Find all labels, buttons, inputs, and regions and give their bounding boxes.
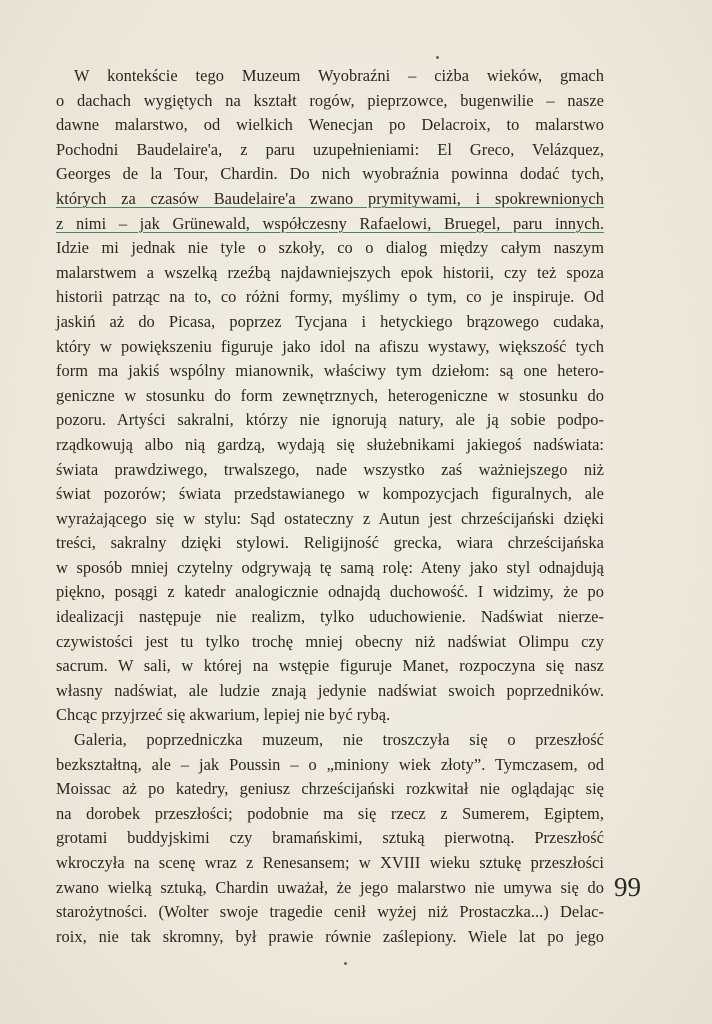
text-line: starożytności. (Wolter swoje tragedie cenił wyżej niż Prostaczka...) Delac- [56,902,604,922]
text-line: sacrum. W sali, w której na wstępie figuruje Manet, rozpoczyna się nasz [56,656,604,676]
text-line: bezkształtną, ale – jak Poussin – o „miniony wiek złoty”. Tymczasem, od [56,754,604,774]
text-line: Moissac aż po katedry, geniusz chrześcijański rozkwitał nie oglądając się [56,779,604,799]
text-line: Chcąc przyjrzeć się akwarium, lepiej nie być rybą. [56,705,391,725]
page-number: 99 [614,872,641,902]
text-line: Idzie mi jednak nie tyle o szkoły, co o dialog między całym naszym [56,238,604,258]
text-line: Georges de la Tour, Chardin. Do nich wyobraźnia powinna dodać tych, [56,164,604,184]
text-line: roix, nie tak skromny, był prawie równie zaślepiony. Wiele lat po jego [56,926,604,946]
print-speck [344,962,347,965]
text-line: rządkowują albo nią gardzą, wydają się służebnikami jakiegoś nadświata: [56,434,604,454]
text-line: z nimi – jak Grünewald, współczesny Rafaelowi, Bruegel, paru innych. [56,213,604,233]
text-line: wkroczyła na scenę wraz z Renesansem; w XVIII wieku sztukę przeszłości [56,853,604,872]
print-speck [436,56,439,59]
text-line: o dachach wygiętych na kształt rogów, pieprzowce, bugenwilie – nasze [56,90,604,110]
body-text [56,64,604,949]
text-line: na dorobek przeszłości; podobnie ma się rzecz z Sumerem, Egiptem, [56,803,604,823]
text-line: Galeria, poprzedniczka muzeum, nie troszczyła się o przeszłość [74,730,604,750]
text-line: historii patrząc na to, co różni formy, myślimy o tym, co je inspiruje. Od [56,287,604,307]
text-line: który w powiększeniu figuruje jako idol na afiszu wystawy, większość tych [56,336,604,356]
text-line: pozoru. Artyści sakralni, którzy nie ignorują natury, ale ją sobie podpo- [56,410,604,430]
text-line: własny nadświat, ale ludzie znają jedynie nadświat swoich poprzedników. [56,680,604,700]
text-line: dawne malarstwo, od wielkich Wenecjan po Delacroix, to malarstwo [56,115,604,135]
text-line: grotami buddyjskimi czy bramańskimi, sztuką pierwotną. Przeszłość [56,828,604,848]
text-line: w sposób mniej czytelny odgrywają tę samą rolę: Ateny jako styl odnajdują [56,557,604,577]
text-line: jaskiń aż do Picasa, poprzez Tycjana i hetyckiego brązowego cudaka, [56,311,604,331]
text-line: czywistości jest tu tylko trochę mniej obecny niż nadświat Olimpu czy [56,631,604,651]
text-line: których za czasów Baudelaire'a zwano prymitywami, i spokrewnionych [56,188,604,208]
text-line: malarstwem a wszelką rzeźbą najdawniejszych epok historii, czy też spoza [56,262,604,282]
text-line: zwano wielką sztuką, Chardin uważał, że jego malarstwo nie umywa się do [56,877,604,897]
text-line: W kontekście tego Muzeum Wyobraźni – ciżba wieków, gmach [74,66,604,85]
text-line: geniczne w stosunku do form zewnętrznych, heterogeniczne w stosunku do [56,385,604,405]
text-line: Pochodni Baudelaire'a, z paru uzupełnieniami: El Greco, Velázquez, [56,139,604,159]
text-line: treści, sakralny dzięki stylowi. Religijność grecka, wiara chrześcijańska [56,533,604,553]
text-line: idealizacji następuje nie realizm, tylko uduchowienie. Nadświat nierze- [56,607,604,627]
text-line: form ma jakiś wspólny mianownik, właściwy tym dziełom: są one hetero- [56,361,604,381]
text-line: świat pozorów; świata przedstawianego w kompozycjach figuralnych, ale [56,484,604,504]
text-line: piękno, posągi z katedr analogicznie odnajdą duchowość. I widzimy, że po [56,582,604,602]
text-line: świata prawdziwego, trwalszego, nade wszystko zaś ważniejszego niż [56,459,604,479]
text-line: wyrażającego się w stylu: Sąd ostateczny z Autun jest chrześcijański dzięki [56,508,604,528]
